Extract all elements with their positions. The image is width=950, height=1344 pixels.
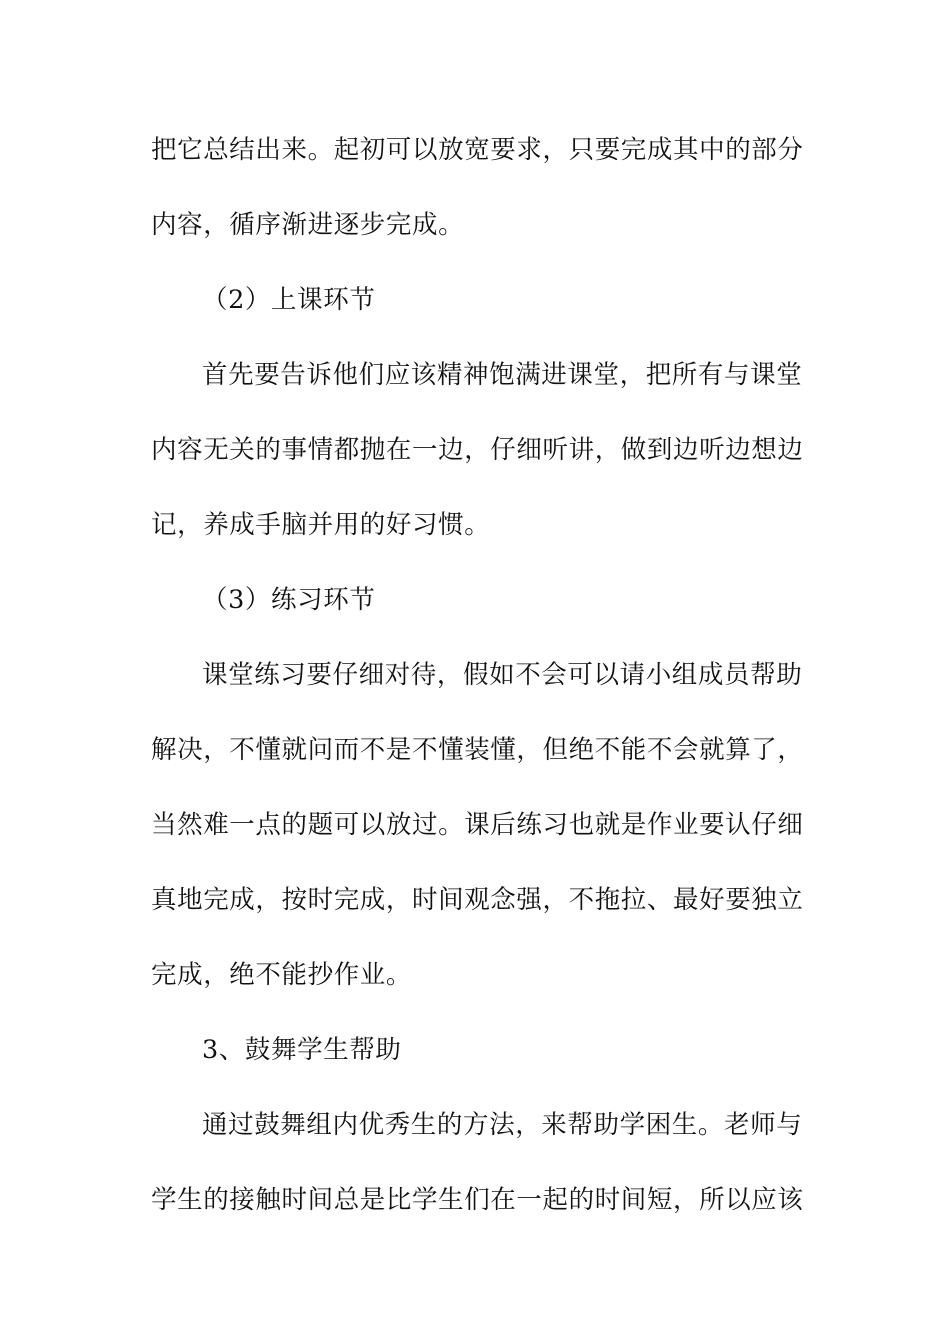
paragraph-line: 把它总结出来。起初可以放宽要求，只要完成其中的部分 (151, 135, 804, 165)
paragraph-line: 内容无关的事情都抛在一边，仔细听讲，做到边听边想边 (151, 435, 804, 465)
paragraph-line: 学生的接触时间总是比学生们在一起的时间短，所以应该 (151, 1185, 804, 1215)
paragraph-line: 完成，绝不能抄作业。 (151, 960, 413, 990)
section-heading: 3、鼓舞学生帮助 (202, 1035, 402, 1065)
paragraph-line: 内容，循序渐进逐步完成。 (151, 210, 465, 240)
section-heading: （2）上课环节 (202, 285, 376, 315)
paragraph-line: 真地完成，按时完成，时间观念强，不拖拉、最好要独立 (151, 885, 804, 915)
paragraph-line: 当然难一点的题可以放过。课后练习也就是作业要认仔细 (151, 810, 804, 840)
paragraph-line: 解决，不懂就问而不是不懂装懂，但绝不能不会就算了， (151, 735, 804, 765)
paragraph-line: 课堂练习要仔细对待，假如不会可以请小组成员帮助 (202, 660, 803, 690)
paragraph-line: 记，养成手脑并用的好习惯。 (151, 510, 491, 540)
paragraph-line: 通过鼓舞组内优秀生的方法，来帮助学困生。老师与 (202, 1110, 803, 1140)
paragraph-line: 首先要告诉他们应该精神饱满进课堂，把所有与课堂 (202, 360, 803, 390)
section-heading: （3）练习环节 (202, 585, 376, 615)
